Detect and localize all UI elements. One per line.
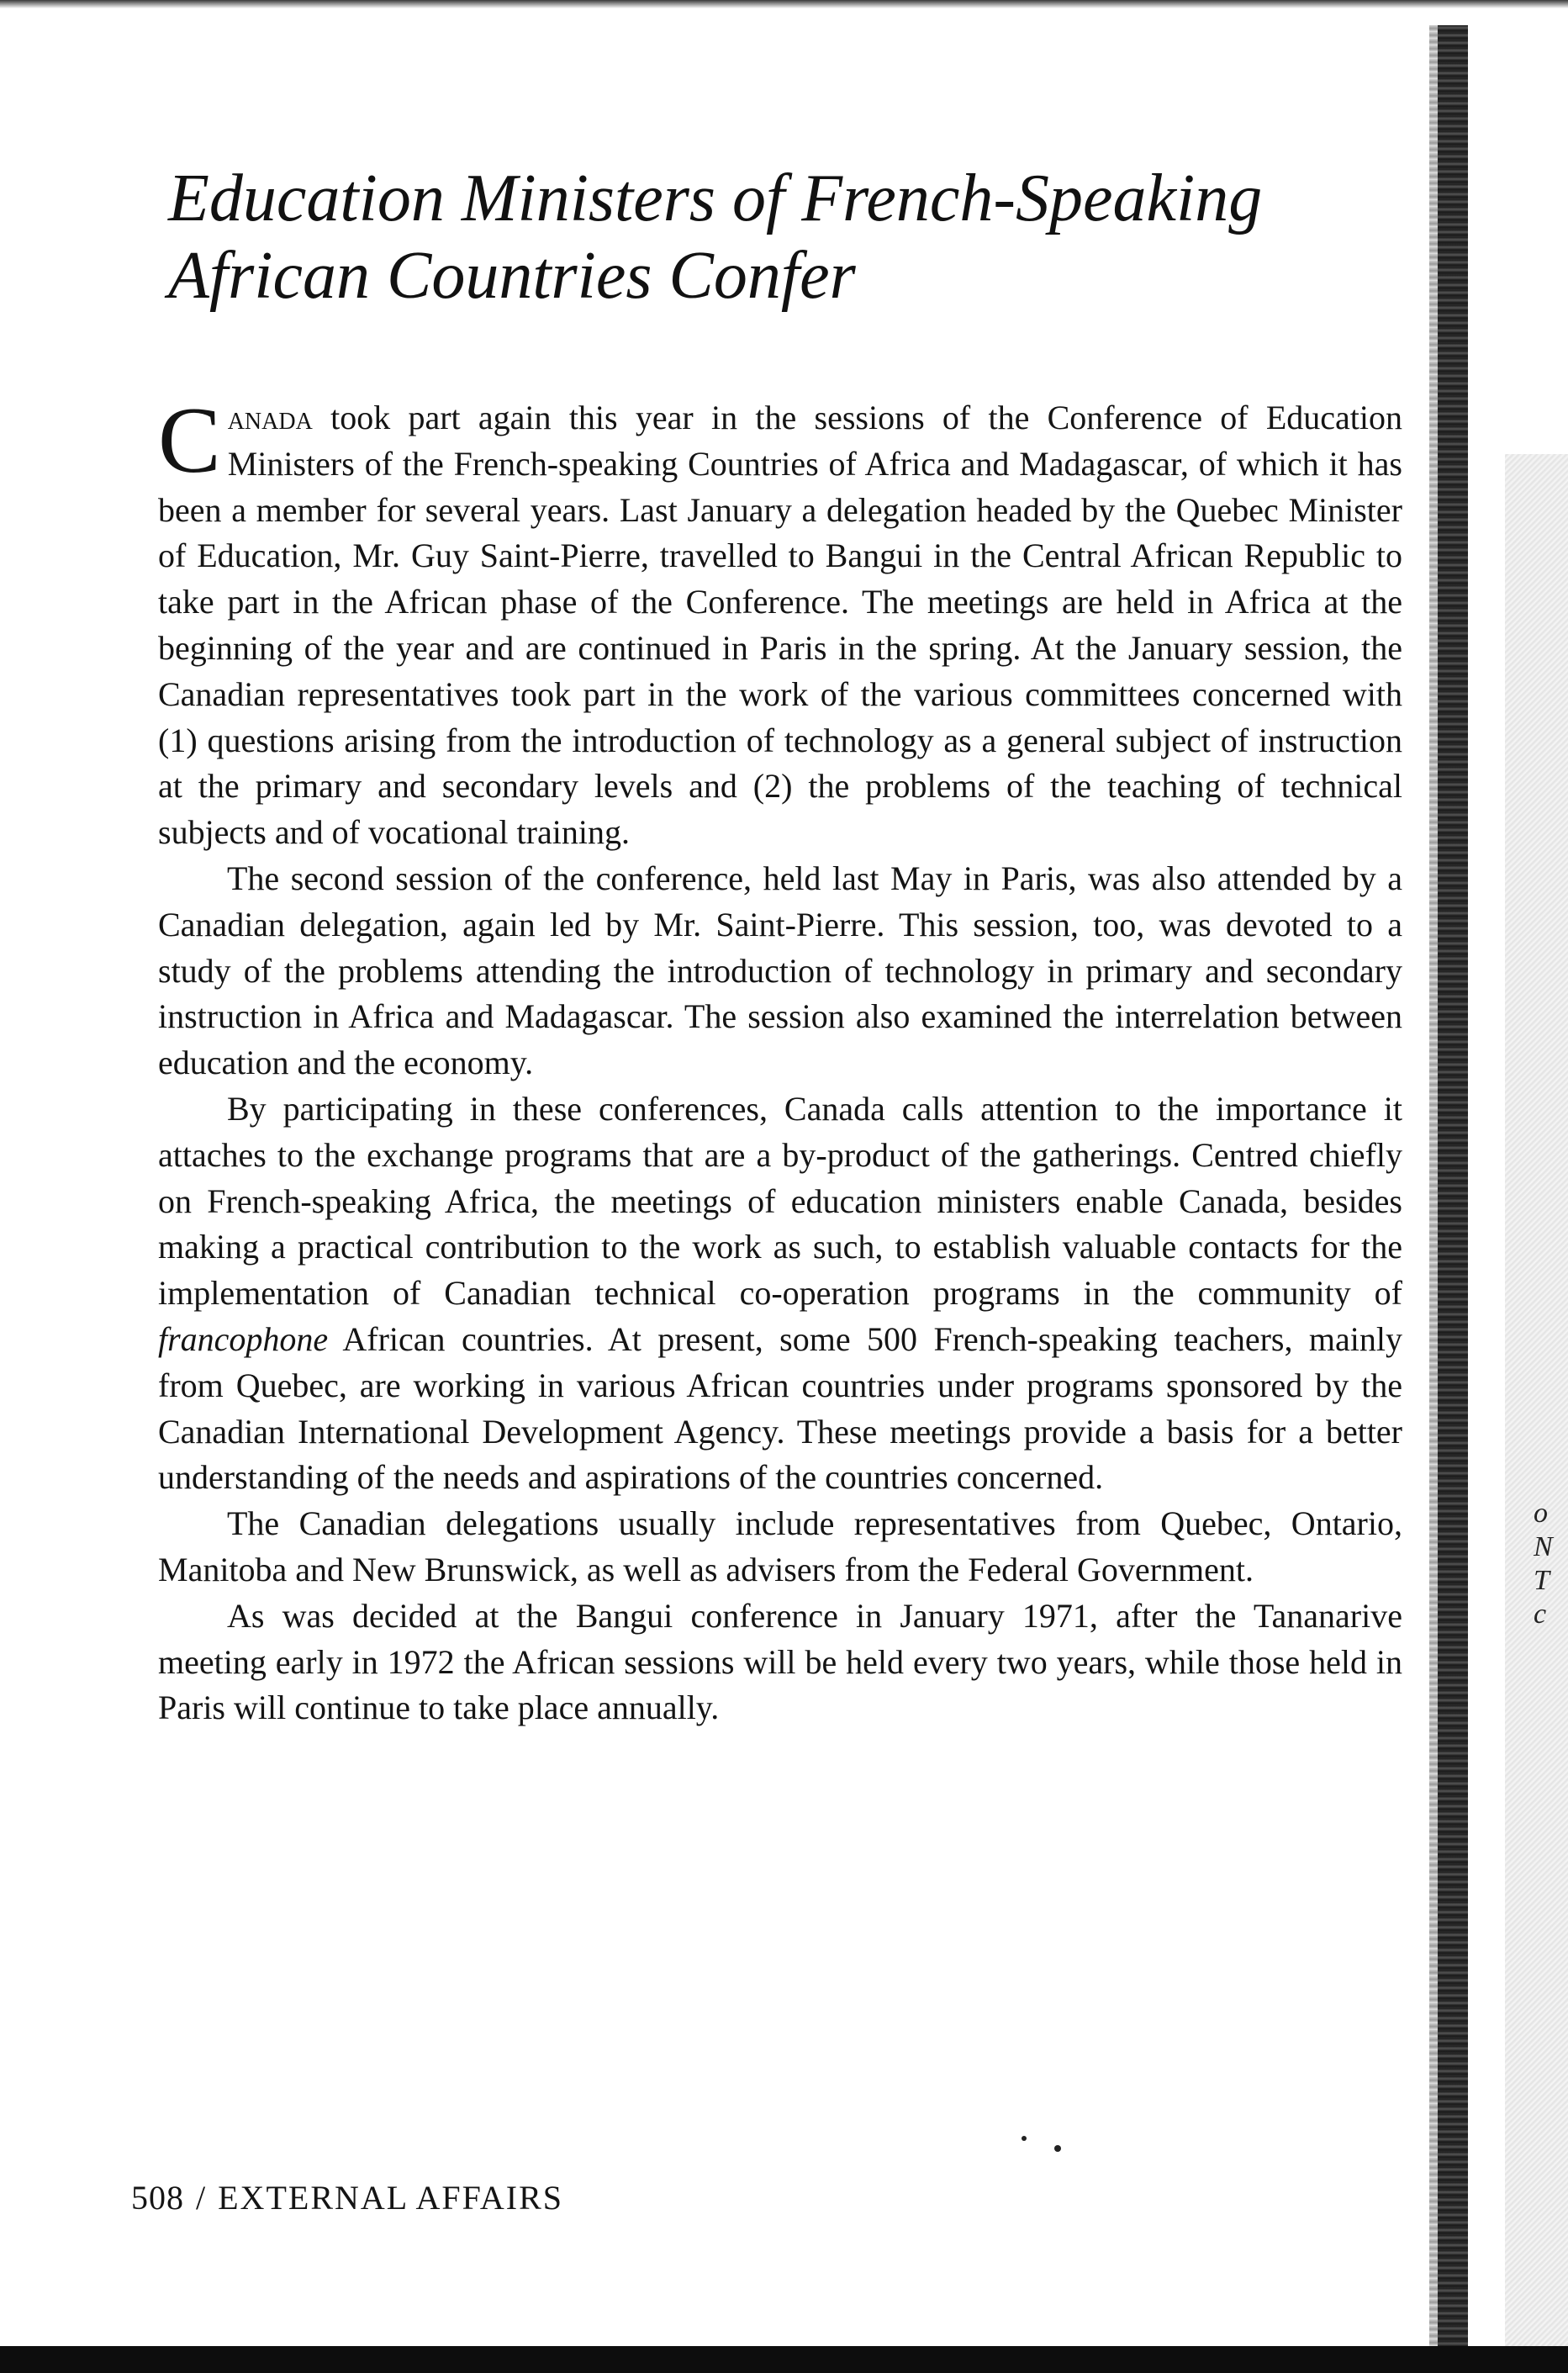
title-line: African Countries Confer xyxy=(168,239,856,313)
lead-in-smallcaps: anada xyxy=(227,399,313,436)
paragraph-text: The second session of the conference, held last May in Paris, was also attended by a Canadian delegation, again led by Mr. Saint-Pierre. This session, too, was devoted to a study of the problems attending the introduction of technology in primary and secondary instruction in Africa and Madagascar. The session also examined the interrelation between education and the economy. xyxy=(158,859,1402,1082)
adjacent-page-edge xyxy=(1505,454,1568,2346)
paragraph-text: took part again this year in the sessions of the Conference of Education Ministers of the French-speaking Countries of Africa and Madagascar, of which it has been a member for several years. Last January a delegation headed by the Quebec Minister of Education, Mr. Guy Saint-Pierre, travelled to Bangui in the Central African Republic to take part in the African phase of the Conference. The meetings are held in Africa at the beginning of the year and are continued in Paris in the spring. At the January session, the Canadian representatives took part in the work of the various committees concerned with (1) questions arising from the introduction of technology as a general subject of instruction at the primary and secondary levels and (2) the problems of the teaching of technical subjects and of vocational training. xyxy=(158,399,1402,852)
title-line: Education Ministers of French-Speaking xyxy=(168,161,1263,235)
footer-separator: / xyxy=(196,2179,207,2217)
paragraph xyxy=(158,856,1402,1086)
italic-term: francophone xyxy=(158,1319,329,1358)
magazine-name: EXTERNAL AFFAIRS xyxy=(218,2179,564,2217)
paragraph-text: African countries. At present, some 500 French-speaking teachers, mainly from Quebec, are working in various African countries under programs sponsored by the Canadian International Development Agency. These meetings provide a basis for a better understanding of the needs and aspirations of the countries concerned. xyxy=(158,1319,1402,1497)
paragraph-text: As was decided at the Bangui conference in January 1971, after the Tananarive meeting early in 1972 the African sessions will be held every two years, while those held in Paris will continue to take place annually. xyxy=(158,1596,1402,1727)
paragraph xyxy=(158,1501,1402,1593)
page-number: 508 xyxy=(131,2179,184,2217)
drop-cap: C xyxy=(158,388,221,493)
adjacent-page-letters xyxy=(1534,1497,1567,1631)
page-footer xyxy=(131,2178,563,2218)
paragraph xyxy=(158,388,1402,856)
paragraph-text: By participating in these conferences, Canada calls attention to the importance it attaches to the exchange programs that are a by-product of the gatherings. Centred chiefly on French-speaking Africa, the meetings of education ministers enable Canada, besides making a practical contribution to the work as such, to establish valuable contacts for the implementation of Canadian technical co-operation programs in the community of xyxy=(158,1089,1402,1313)
page-top-shadow xyxy=(0,0,1568,8)
adjacent-letter: o xyxy=(1534,1498,1548,1529)
adjacent-letter: N xyxy=(1534,1531,1553,1562)
adjacent-letter: T xyxy=(1534,1565,1550,1596)
book-spine xyxy=(1438,25,1468,2373)
paragraph xyxy=(158,1593,1402,1731)
paragraph-text: The Canadian delegations usually include representatives from Quebec, Ontario, Manitoba and New Brunswick, as well as advisers from the Federal Government. xyxy=(158,1504,1402,1588)
paragraph xyxy=(158,1086,1402,1501)
article-title xyxy=(168,160,1345,314)
article-body xyxy=(158,388,1402,1731)
print-specks xyxy=(1017,2132,1068,2157)
scan-bottom-edge xyxy=(0,2346,1568,2373)
adjacent-letter: c xyxy=(1534,1599,1547,1630)
